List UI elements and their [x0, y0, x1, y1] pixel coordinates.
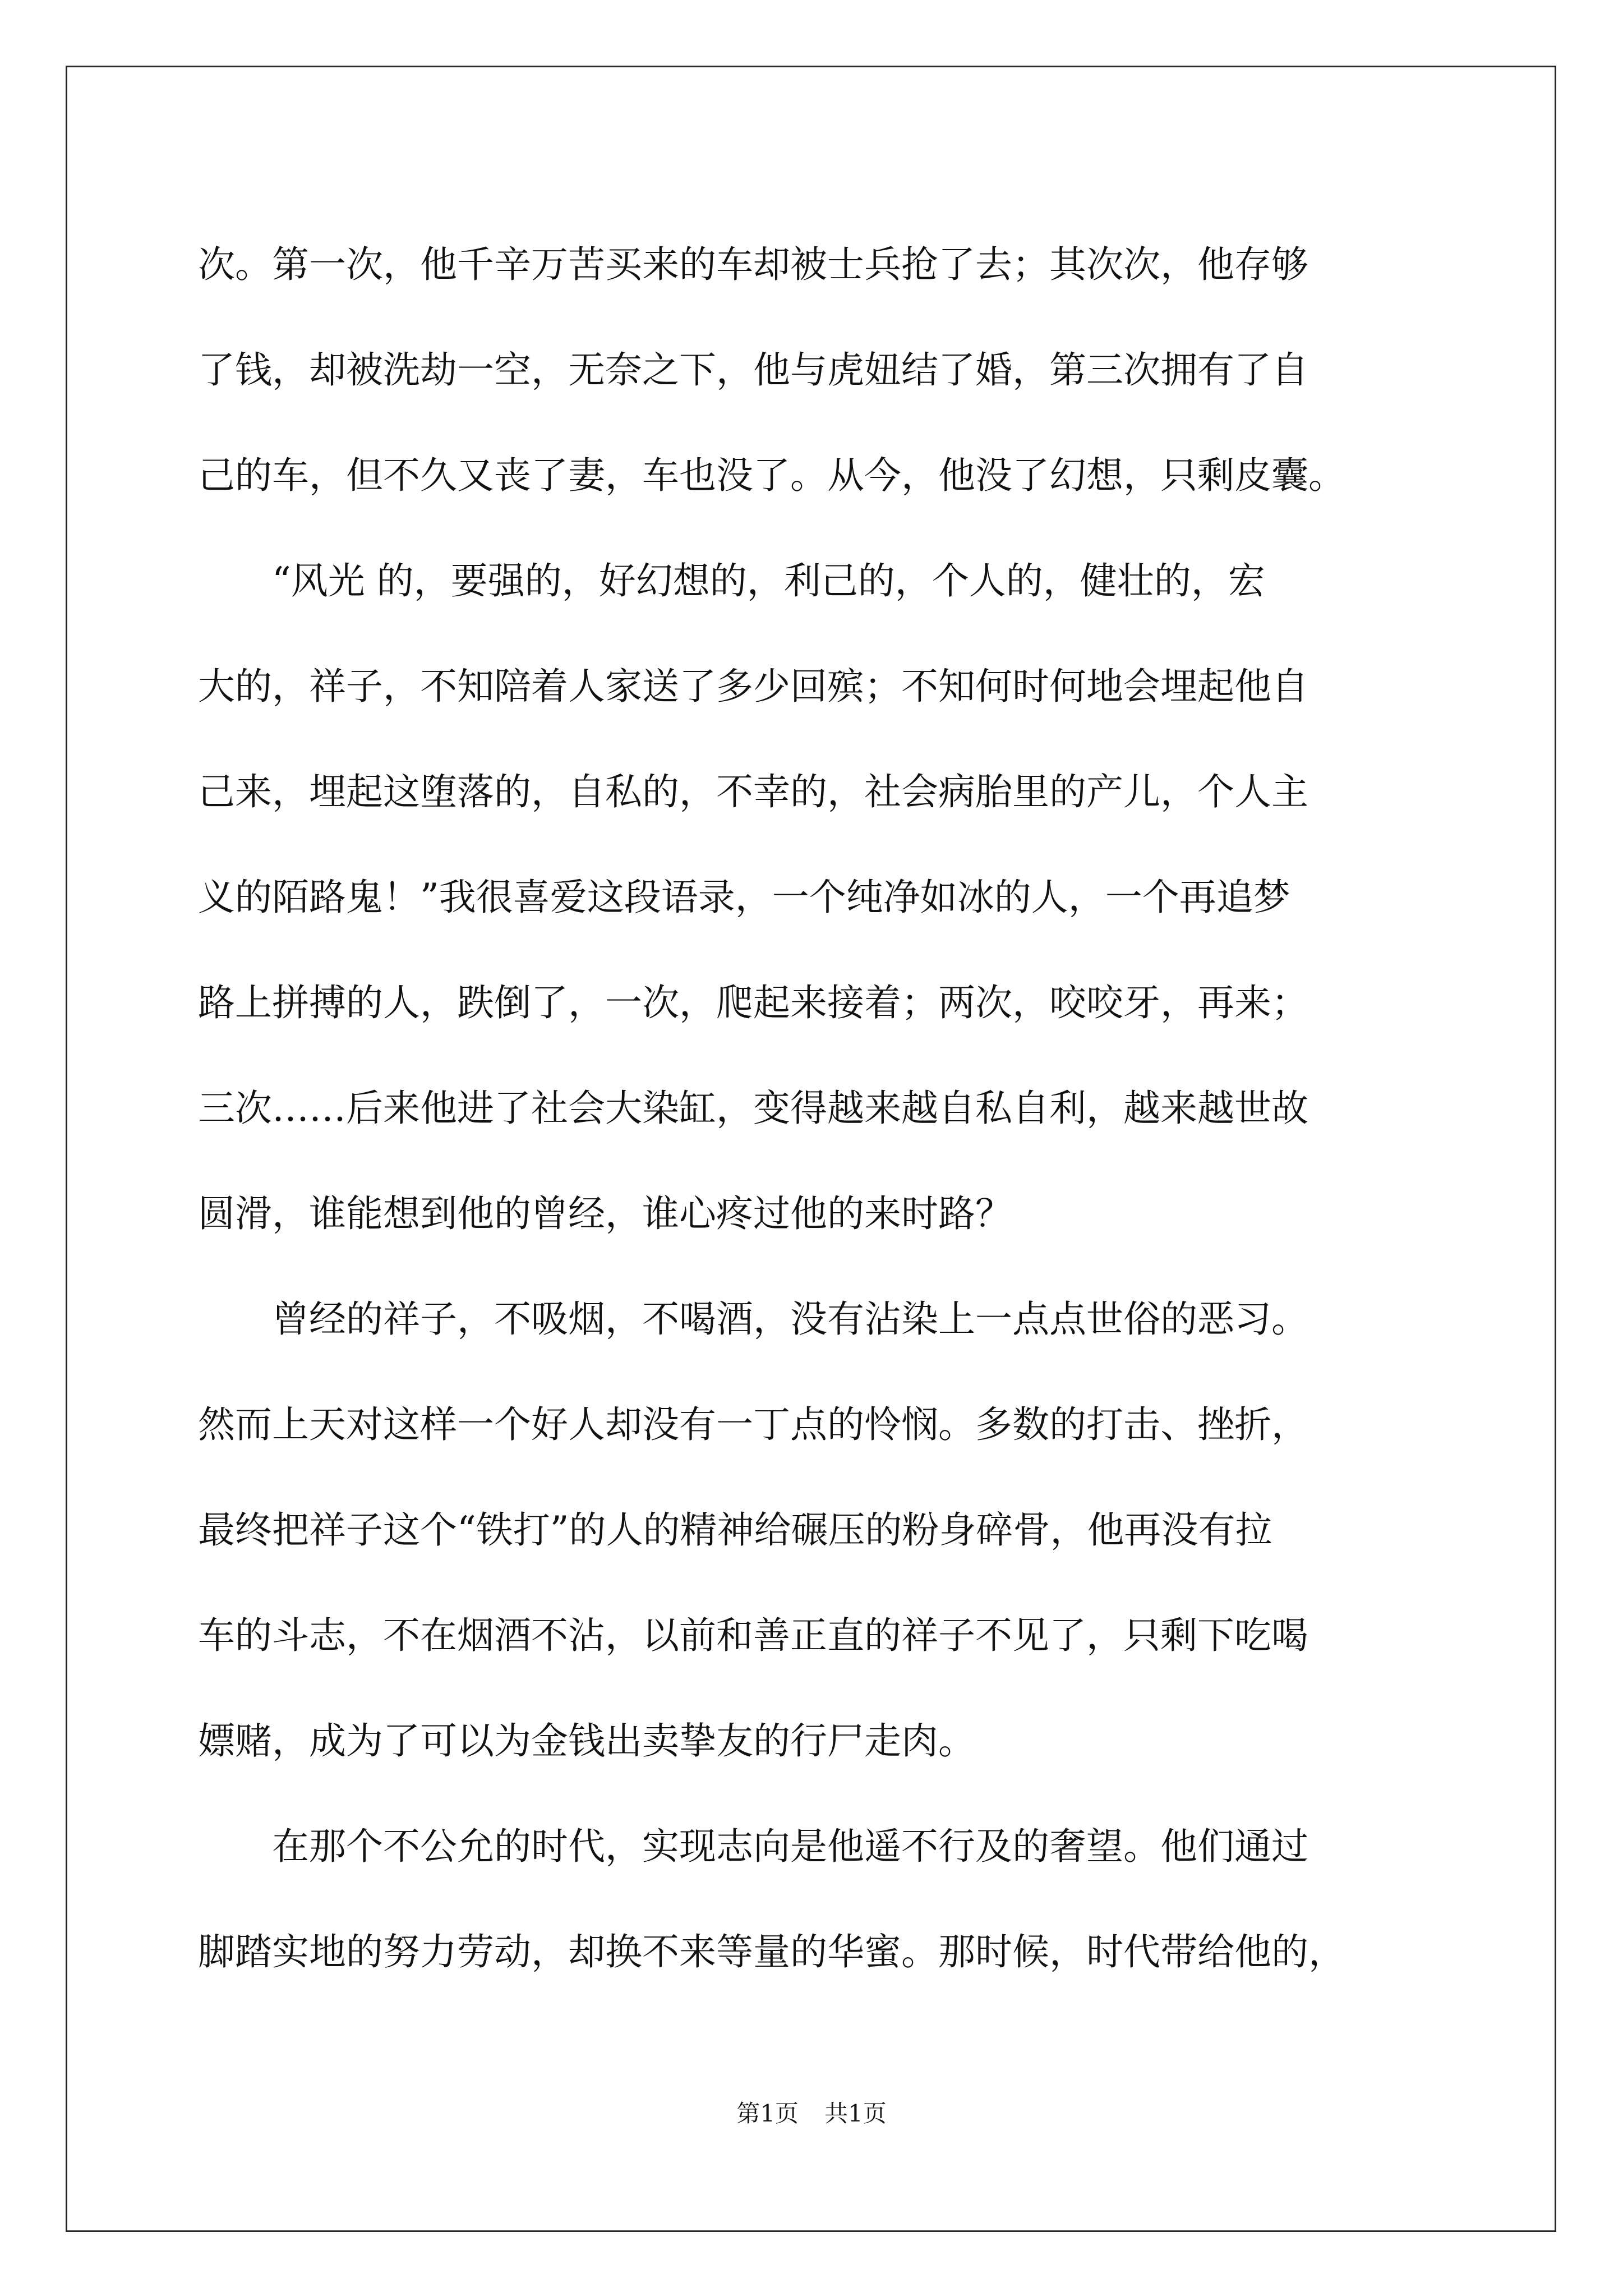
text-line: 车的斗志，不在烟酒不沾，以前和善正直的祥子不见了，只剩下吃喝: [198, 1614, 1308, 1657]
text-line: 嫖赌，成为了可以为金钱出卖挚友的行尸走肉。: [198, 1719, 975, 1763]
text-line: 在那个不公允的时代，实现志向是他遥不行及的奢望。他们通过: [198, 1825, 1308, 1868]
page-number: 第1页: [736, 2100, 799, 2127]
text-line: 大的，祥子，不知陪着人家送了多少回殡；不知何时何地会埋起他自: [198, 665, 1308, 708]
text-line: 次。第一次，他千辛万苦买来的车却被士兵抢了去；其次次，他存够: [198, 243, 1308, 286]
document-body: [198, 212, 1432, 2005]
text-line: 义的陌路鬼！”我很喜爱这段语录，一个纯净如冰的人，一个再追梦: [198, 876, 1290, 919]
text-line: 最终把祥子这个“铁打”的人的精神给碾压的粉身碎骨，他再没有拉: [198, 1508, 1272, 1552]
text-line: 然而上天对这样一个好人却没有一丁点的怜悯。多数的打击、挫折，: [198, 1403, 1308, 1446]
text-line: 脚踏实地的努力劳动，却换不来等量的华蜜。那时候，时代带给他的，: [198, 1930, 1345, 1973]
text-line: “风光 的，要强的，好幻想的，利己的，个人的，健壮的，宏: [198, 559, 1265, 602]
text-line: 了钱，却被洗劫一空，无奈之下，他与虎妞结了婚，第三次拥有了自: [198, 348, 1308, 392]
text-line: 己的车，但不久又丧了妻，车也没了。从今，他没了幻想，只剩皮囊。: [198, 454, 1345, 497]
text-line: 曾经的祥子，不吸烟，不喝酒，没有沾染上一点点世俗的恶习。: [198, 1297, 1308, 1341]
page-footer: [0, 2095, 1623, 2129]
text-line: 己来，埋起这堕落的，自私的，不幸的，社会病胎里的产儿，个人主: [198, 770, 1308, 813]
text-line: 路上拼搏的人，跌倒了，一次，爬起来接着；两次，咬咬牙，再来；: [198, 981, 1308, 1024]
page-total: 共1页: [824, 2100, 887, 2127]
text-line: 圆滑，谁能想到他的曾经，谁心疼过他的来时路？: [198, 1192, 1012, 1235]
text-line: 三次……后来他进了社会大染缸，变得越来越自私自利，越来越世故: [198, 1087, 1308, 1130]
